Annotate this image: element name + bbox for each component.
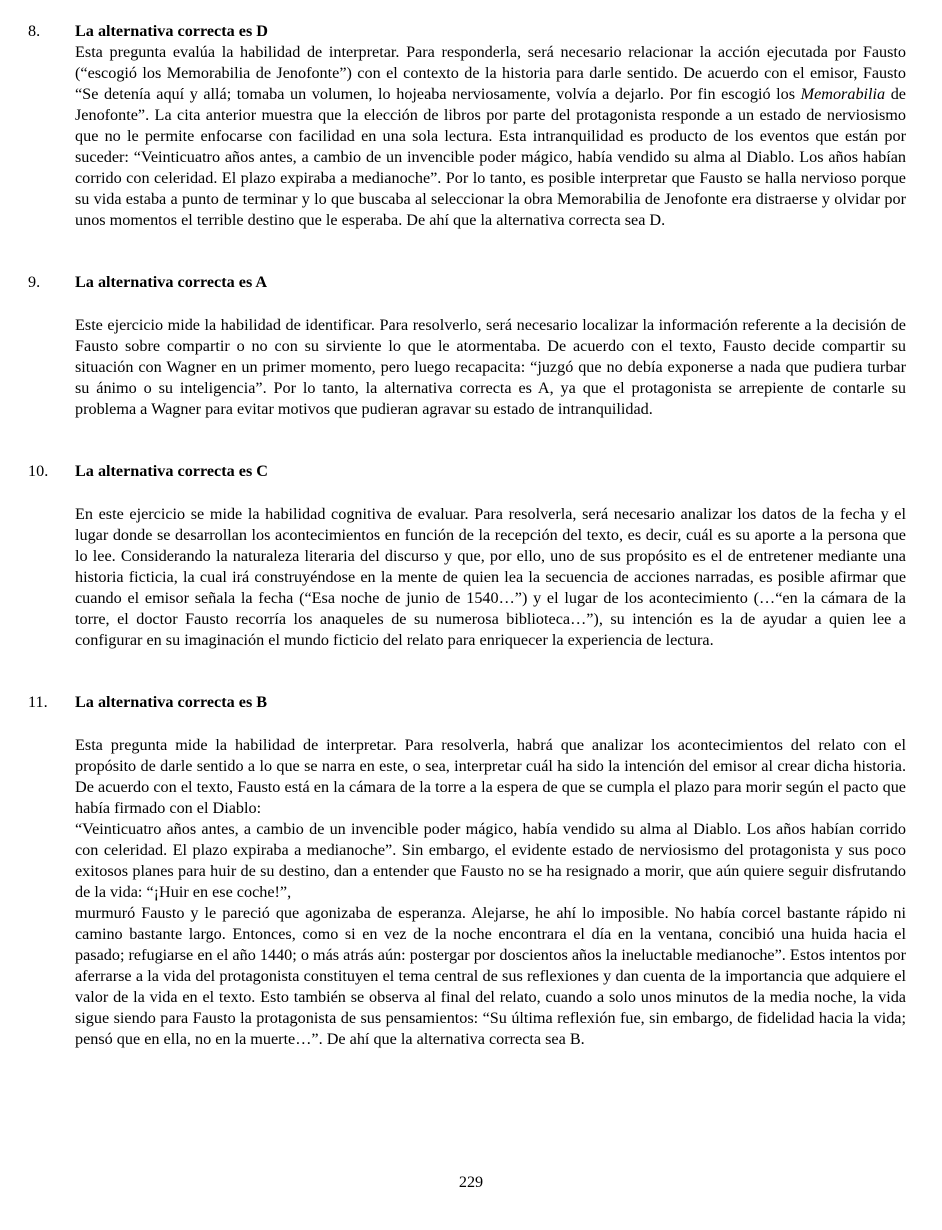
section-body bbox=[75, 735, 906, 1050]
paragraph: “Veinticuatro años antes, a cambio de un invencible poder mágico, había vendido su alma al Diablo. Los años habían corrido con celeridad. El plazo expiraba a medianoche”. Sin embargo, el evidente estado de nerviosismo del protagonista y sus poco exitosos planes para huir de su destino, dan a entender que Fausto no se ha resignado a morir, que aún quiere seguir disfrutando de la vida: “¡Huir en ese coche!”, bbox=[75, 820, 906, 901]
section-heading: La alternativa correcta es C bbox=[75, 462, 268, 480]
section-number: 9. bbox=[28, 273, 41, 291]
section-body bbox=[75, 42, 906, 231]
section-heading: La alternativa correcta es B bbox=[75, 693, 268, 711]
section-heading: La alternativa correcta es D bbox=[75, 22, 268, 40]
italic-title: Memorabilia bbox=[800, 85, 886, 103]
paragraph: En este ejercicio se mide la habilidad cognitiva de evaluar. Para resolverla, será necesario analizar los datos de la fecha y el lugar donde se desarrollan los acontecimientos en función de la recepción del texto, es decir, cuál es su aporte a la persona que lo lee. Considerando la naturaleza literaria del discurso y que, por ello, uno de sus propósito es el de entretener mediante una historia ficticia, la cual irá construyéndose en la mente de quien lea la secuencia de acciones narradas, es posible afirmar que cuando el emisor señala la fecha (“Esa noche de junio de 1540…”) y el lugar de los acontecimiento (…“en la cámara de la torre, el doctor Fausto recorría los anaqueles de su numerosa biblioteca…”), su intención es la de ayudar a quien lee a configurar en su imaginación el mundo ficticio del relato para enriquecer la experiencia de lectura. bbox=[75, 505, 906, 649]
section-body bbox=[75, 315, 906, 420]
section-number: 8. bbox=[28, 22, 41, 40]
page-number: 229 bbox=[458, 1173, 484, 1191]
section-number: 10. bbox=[28, 462, 49, 480]
section-heading: La alternativa correcta es A bbox=[75, 273, 268, 291]
paragraph: Esta pregunta mide la habilidad de interpretar. Para resolverla, habrá que analizar los acontecimientos del relato con el propósito de darle sentido a lo que se narra en este, o sea, interpretar cuál ha sido la intención del emisor al crear dicha historia. De acuerdo con el texto, Fausto está en la cámara de la torre a la espera de que se cumpla el plazo para morir según el pacto que había firmado con el Diablo: bbox=[75, 736, 906, 817]
paragraph: Este ejercicio mide la habilidad de identificar. Para resolverlo, será necesario localizar la información referente a la decisión de Fausto sobre compartir o no con su sirviente lo que le atormentaba. De acuerdo con el texto, Fausto decide compartir su situación con Wagner en un primer momento, pero luego recapacita: “juzgó que no debía exponerse a nada que pudiera turbar su ánimo o su inteligencia”. Por lo tanto, la alternativa correcta es A, ya que el protagonista se arrepiente de contarle su problema a Wagner para evitar motivos que pudieran agravar su estado de intranquilidad. bbox=[75, 316, 906, 418]
paragraph bbox=[75, 42, 906, 231]
text-run: Esta pregunta evalúa la habilidad de interpretar. Para responderla, será necesario relacionar la acción ejecutada por Fausto (“escogió los Memorabilia de Jenofonte”) con el contexto de la historia para darle sentido. De acuerdo con el emisor, Fausto “Se detenía aquí y allá; tomaba un volumen, lo hojeaba nerviosamente, volvía a dejarlo. Por fin escogió los bbox=[75, 43, 906, 103]
section-number: 11. bbox=[28, 693, 48, 711]
section-body bbox=[75, 504, 906, 651]
paragraph: murmuró Fausto y le pareció que agonizaba de esperanza. Alejarse, he ahí lo imposible. No había corcel bastante rápido ni camino bastante largo. Entonces, como si en vez de la noche encontrara el día en la ventana, concibió una huida hacia el pasado; refugiarse en el año 1440; o más atrás aún: postergar por doscientos años la ineluctable medianoche”. Estos intentos por aferrarse a la vida del protagonista constituyen el tema central de sus reflexiones y dan cuenta de la importancia que adquiere el valor de la vida en el texto. Esto también se observa al final del relato, cuando a solo unos minutos de la media noche, la vida sigue siendo para Fausto la protagonista de sus pensamientos: “Su última reflexión fue, sin embargo, de fidelidad hacia la vida; pensó que en ella, no en la muerte…”. De ahí que la alternativa correcta sea B. bbox=[75, 904, 906, 1048]
text-run: de Jenofonte”. La cita anterior muestra que la elección de libros por parte del protagonista responde a un estado de nerviosismo que no le permite enfocarse con facilidad en una sola lectura. Esta intranquilidad es producto de los eventos que están por suceder: “Veinticuatro años antes, a cambio de un invencible poder mágico, había vendido su alma al Diablo. Los años habían corrido con celeridad. El plazo expiraba a medianoche”. Por lo tanto, es posible interpretar que Fausto se halla nervioso porque su vida estaba a punto de terminar y lo que buscaba al seleccionar la obra Memorabilia de Jenofonte era distraerse y olvidar por unos momentos el terrible destino que le esperaba. De ahí que la alternativa correcta sea D. bbox=[75, 85, 906, 229]
